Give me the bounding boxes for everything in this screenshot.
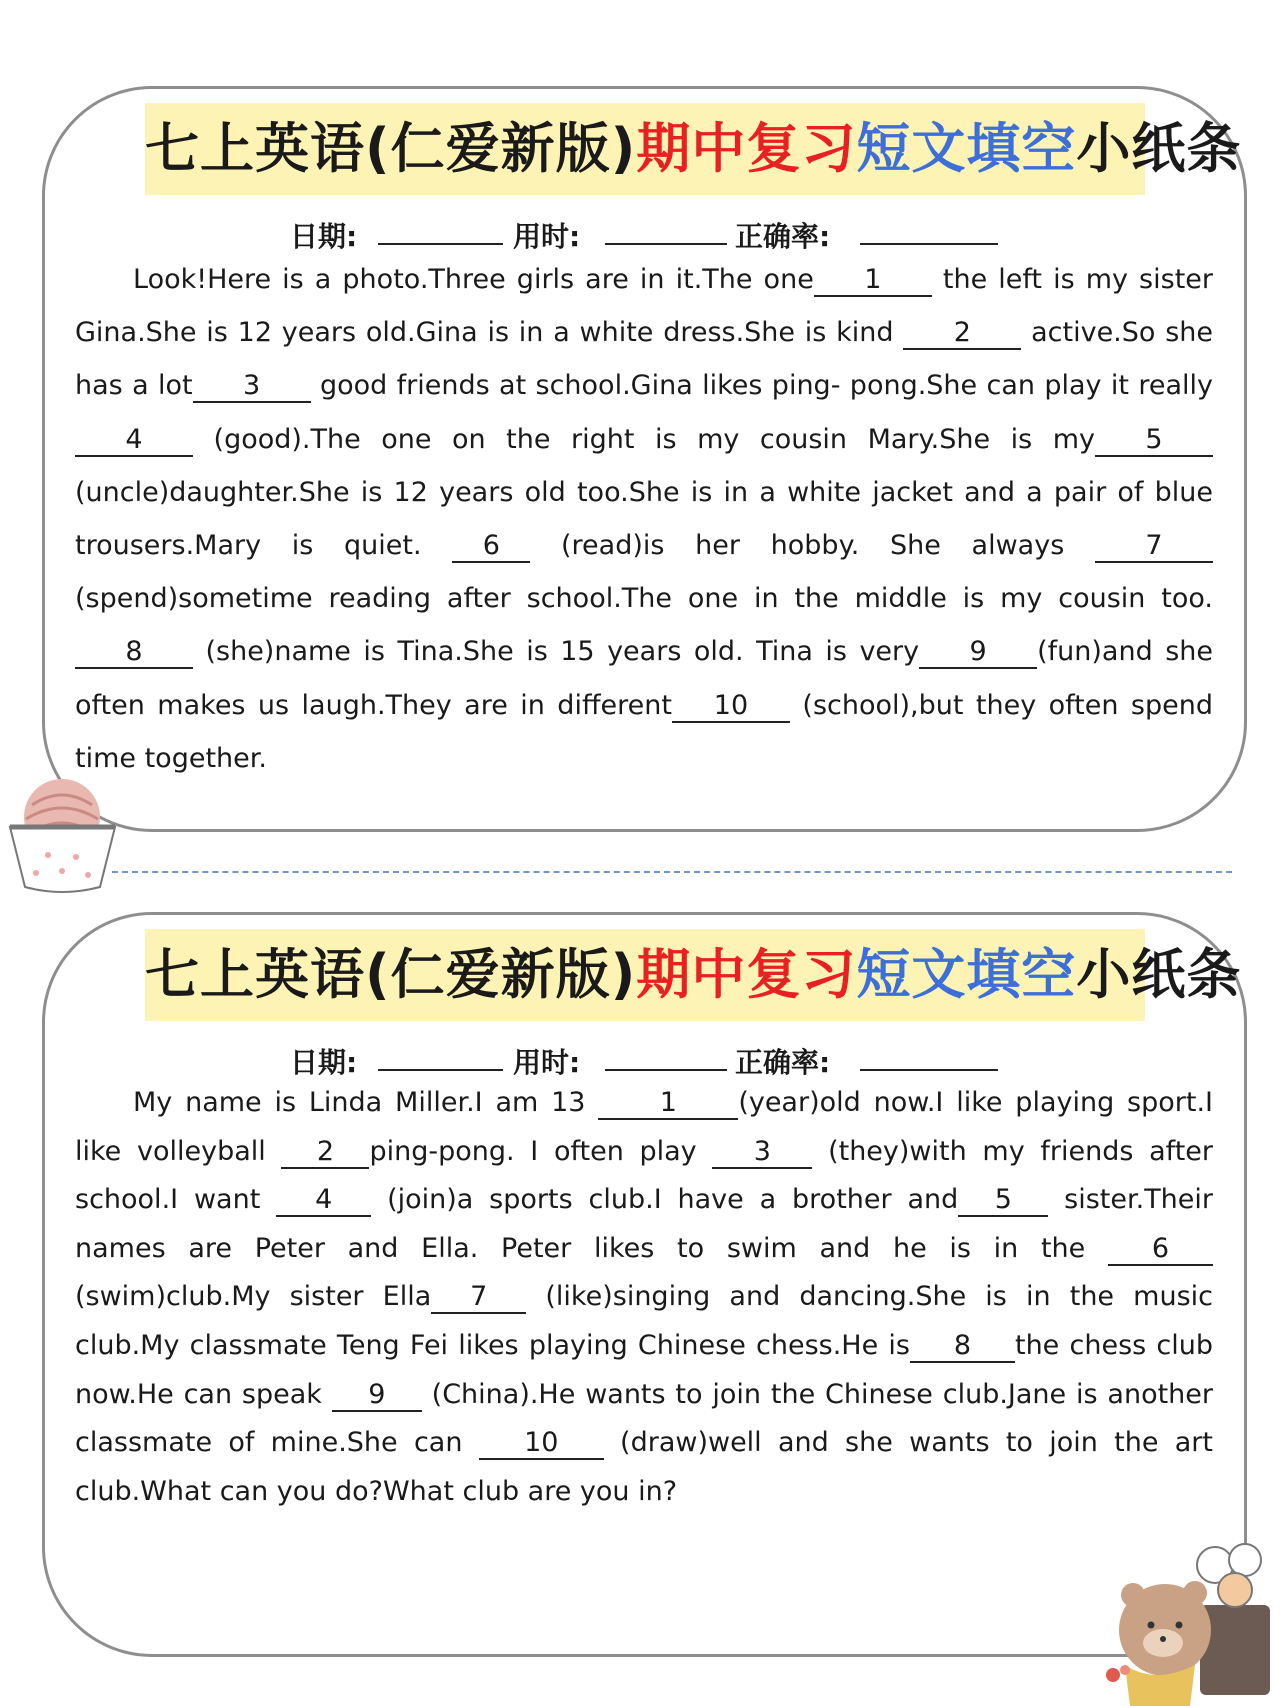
passage-text: (read)is her hobby. She always [561, 530, 1065, 562]
blank-5[interactable]: 5 [958, 1185, 1048, 1217]
passage-text: (good).The one on the right is my cousin Mary.She is my [213, 423, 1095, 455]
worksheet-title [145, 929, 1242, 1021]
title-part-cloze: 短文填空 [856, 117, 1077, 180]
passage-text: My name is Linda Miller.I am 13 [133, 1087, 586, 1118]
accuracy-label: 正确率: [735, 1046, 831, 1079]
title-part-note: 小纸条 [1076, 117, 1242, 180]
blank-3[interactable]: 3 [193, 371, 311, 403]
title-part-course: 七上英语(仁爱新版) [145, 943, 637, 1006]
passage-2 [75, 1079, 1213, 1516]
title-part-review: 期中复习 [636, 117, 857, 180]
date-blank[interactable] [378, 1039, 503, 1071]
date-label: 日期: [290, 220, 358, 253]
blank-6[interactable]: 6 [452, 531, 530, 563]
passage-text: (join)a sports club.I have a brother and [387, 1184, 959, 1216]
worksheet-title [145, 103, 1242, 195]
worksheet-card-2 [42, 912, 1247, 1657]
blank-9[interactable]: 9 [332, 1380, 422, 1412]
accuracy-blank[interactable] [860, 213, 998, 245]
blank-4[interactable]: 4 [75, 425, 193, 457]
passage-text: (year)old now.I like playing sport.I like volleyball [75, 1087, 1214, 1167]
blank-5[interactable]: 5 [1095, 425, 1213, 457]
passage-text: the left is my sister Gina.She is 12 years old.Gina is in a white dress.She is kind [75, 264, 1213, 349]
time-label: 用时: [513, 1046, 581, 1079]
blank-10[interactable]: 10 [672, 691, 790, 723]
blank-7[interactable]: 7 [1095, 531, 1213, 563]
title-part-cloze: 短文填空 [856, 943, 1077, 1006]
passage-text: (she)name is Tina.She is 15 years old. Tina is very [205, 636, 920, 668]
passage-text: Look!Here is a photo.Three girls are in it.The one [133, 264, 814, 295]
passage-text: sister.Their names are Peter and Ella. Peter likes to swim and he is in the [75, 1184, 1214, 1264]
dashed-divider [112, 871, 1232, 873]
time-label: 用时: [513, 220, 581, 253]
blank-9[interactable]: 9 [919, 637, 1037, 669]
blank-10[interactable]: 10 [479, 1428, 604, 1460]
blank-2[interactable]: 2 [903, 318, 1021, 350]
passage-1 [75, 253, 1213, 785]
blank-3[interactable]: 3 [712, 1137, 812, 1169]
date-label: 日期: [290, 1046, 358, 1079]
passage-text: (uncle)daughter.She is 12 years old too.She is in a white jacket and a pair of blue trousers.Mary is quiet. [75, 476, 1213, 562]
blank-6[interactable]: 6 [1108, 1234, 1213, 1266]
worksheet-card-1 [42, 86, 1247, 832]
title-part-course: 七上英语(仁爱新版) [145, 117, 637, 180]
time-blank[interactable] [605, 213, 727, 245]
passage-text: ping-pong. I often play [369, 1135, 697, 1167]
passage-text: (they)with my friends after school.I want [75, 1135, 1213, 1216]
passage-text: (draw)well and she wants to join the art club.What can you do?What club are you in? [75, 1427, 1213, 1507]
passage-text: active.So she has a lot [75, 317, 1213, 402]
blank-8[interactable]: 8 [910, 1331, 1015, 1363]
passage-text: (like)singing and dancing.She is in the music club.My classmate Teng Fei likes playing Chinese chess.He is [75, 1281, 1213, 1361]
passage-text: (spend)sometime reading after school.The one in the middle is my cousin too. [75, 583, 1213, 615]
blank-1[interactable]: 1 [814, 265, 932, 297]
blank-7[interactable]: 7 [431, 1282, 526, 1314]
blank-1[interactable]: 1 [598, 1088, 738, 1120]
bear-illustration-icon [1095, 1525, 1280, 1706]
blank-2[interactable]: 2 [281, 1137, 369, 1169]
blank-4[interactable]: 4 [276, 1185, 371, 1217]
blank-8[interactable]: 8 [75, 637, 193, 669]
time-blank[interactable] [605, 1039, 727, 1071]
date-blank[interactable] [378, 213, 503, 245]
passage-text: (swim)club.My sister Ella [75, 1281, 432, 1313]
passage-text: (fun)and she often makes us laugh.They are in different [75, 636, 1213, 721]
passage-text: good friends at school.Gina likes ping- pong.She can play it really [319, 370, 1213, 402]
accuracy-blank[interactable] [860, 1039, 998, 1071]
passage-text: (China).He wants to join the Chinese club.Jane is another classmate of mine.She can [75, 1378, 1213, 1459]
title-part-review: 期中复习 [636, 943, 857, 1006]
passage-text: (school),but they often spend time together. [75, 689, 1213, 774]
title-part-note: 小纸条 [1076, 943, 1242, 1006]
accuracy-label: 正确率: [735, 220, 831, 253]
yarn-basket-icon [0, 775, 125, 895]
passage-text: the chess club now.He can speak [75, 1329, 1213, 1410]
